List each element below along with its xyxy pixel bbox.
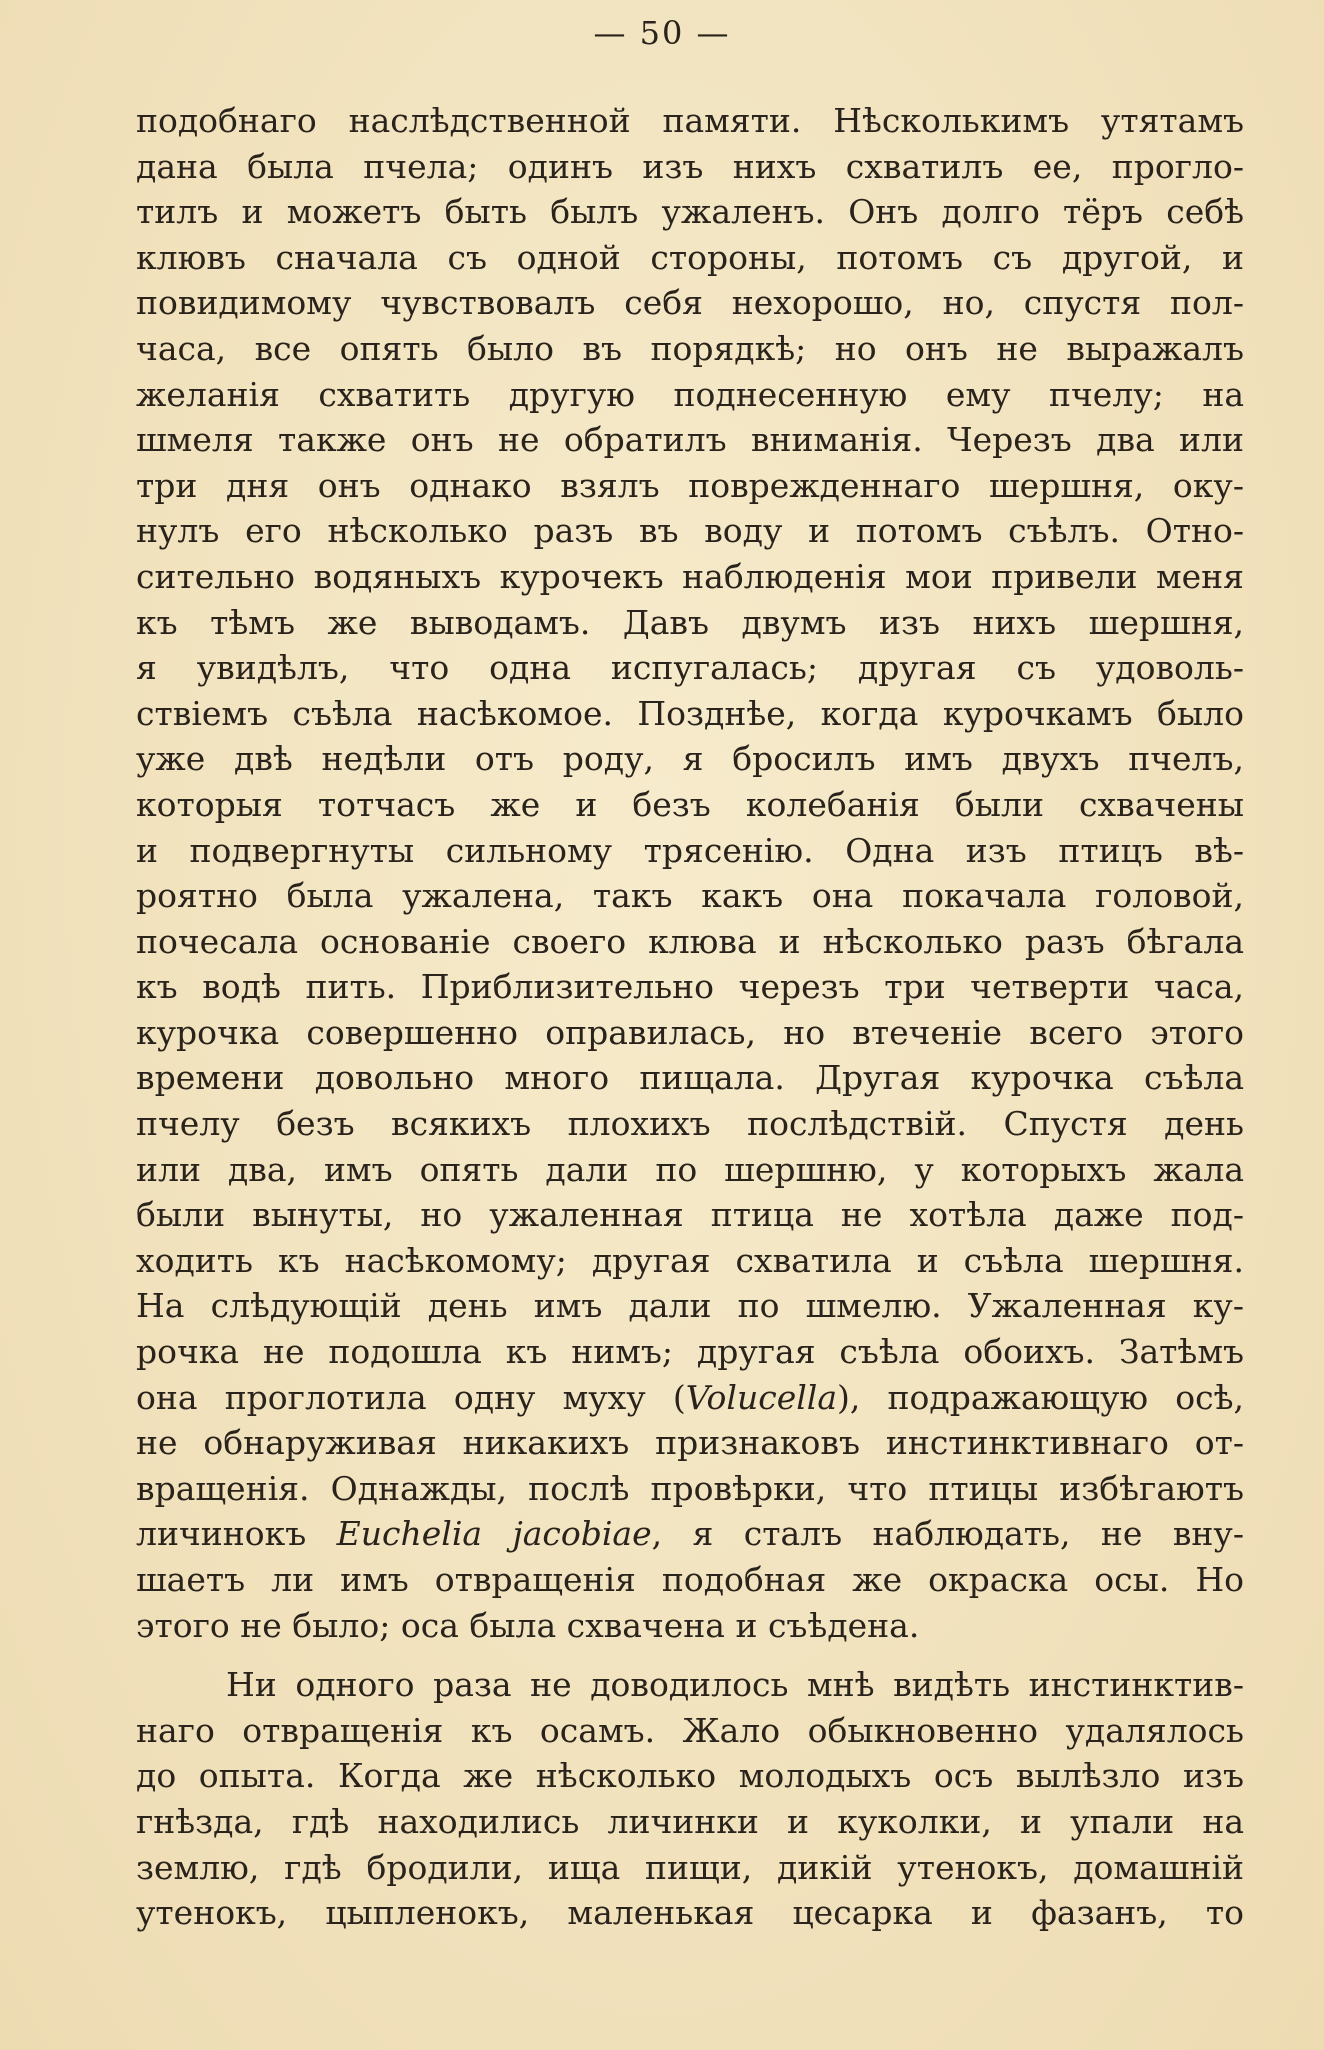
text-line: пчелу безъ всякихъ плохихъ послѣдствій. Спустя день — [136, 1104, 1244, 1144]
text-line: къ водѣ пить. Приблизительно черезъ три четверти часа, — [136, 967, 1244, 1007]
text-line: землю, гдѣ бродили, ища пищи, дикій утенокъ, домашній — [136, 1847, 1244, 1887]
body-text — [136, 98, 1244, 1936]
text-line: ходить къ насѣкомому; другая схватила и съѣла шершня. — [136, 1240, 1244, 1280]
text-line: почесала основаніе своего клюва и нѣсколько разъ бѣгала — [136, 921, 1244, 961]
text-segment: она проглотила одну муху ( — [136, 1377, 686, 1417]
text-segment: личинокъ — [136, 1514, 337, 1554]
paragraph-gap — [136, 1648, 1244, 1662]
paragraph-1 — [136, 98, 1244, 1648]
text-segment: , я сталъ наблюдать, не вну- — [651, 1514, 1244, 1554]
text-line: тилъ и можетъ быть былъ ужаленъ. Онъ долго тёръ себѣ — [136, 192, 1244, 232]
text-line: сительно водяныхъ курочекъ наблюденія мои привели меня — [136, 556, 1244, 596]
text-line: рочка не подошла къ нимъ; другая съѣла обоихъ. Затѣмъ — [136, 1332, 1244, 1372]
text-line: до опыта. Когда же нѣсколько молодыхъ осъ вылѣзло изъ — [136, 1756, 1244, 1796]
text-line: наго отвращенія къ осамъ. Жало обыкновенно удалялось — [136, 1710, 1244, 1750]
species-name-volucella: Volucella — [685, 1377, 838, 1417]
text-line: нулъ его нѣсколько разъ въ воду и потомъ съѣлъ. Отно- — [136, 511, 1244, 551]
text-line: курочка совершенно оправилась, но втеченіе всего этого — [136, 1012, 1244, 1052]
text-line: три дня онъ однако взялъ поврежденнаго шершня, оку- — [136, 465, 1244, 505]
paragraph-2 — [136, 1662, 1244, 1936]
text-line: утенокъ, цыпленокъ, маленькая цесарка и фазанъ, то — [136, 1893, 1244, 1933]
text-line: гнѣзда, гдѣ находились личинки и куколки, и упали на — [136, 1801, 1244, 1841]
page-number: — 50 — — [593, 14, 731, 52]
text-line: были вынуты, но ужаленная птица не хотѣла даже под- — [136, 1195, 1244, 1235]
text-line: я увидѣлъ, что одна испугалась; другая съ удоволь- — [136, 648, 1244, 688]
text-line: подобнаго наслѣдственной памяти. Нѣсколькимъ утятамъ — [136, 101, 1244, 140]
text-line: часа, все опять было въ порядкѣ; но онъ не выражалъ — [136, 328, 1244, 368]
text-line: повидимому чувствовалъ себя нехорошо, но, спустя пол- — [136, 283, 1244, 323]
text-line: или два, имъ опять дали по шершню, у которыхъ жала — [136, 1149, 1244, 1189]
text-line: клювъ сначала съ одной стороны, потомъ съ другой, и — [136, 237, 1244, 277]
text-line: На слѣдующій день имъ дали по шмелю. Ужаленная ку- — [136, 1286, 1244, 1326]
text-line: этого не было; оса была схвачена и съѣдена. — [136, 1605, 920, 1645]
text-line: роятно была ужалена, такъ какъ она покачала головой, — [136, 876, 1244, 916]
text-line: не обнаруживая никакихъ признаковъ инстинктивнаго от- — [136, 1423, 1244, 1463]
text-line: Ни одного раза не доводилось мнѣ видѣть инстинктив- — [226, 1665, 1244, 1705]
text-line: дана была пчела; одинъ изъ нихъ схватилъ ее, прогло- — [136, 146, 1244, 186]
text-line: которыя тотчасъ же и безъ колебанія были схвачены — [136, 784, 1244, 824]
text-line — [136, 1511, 1244, 1557]
text-line: шаетъ ли имъ отвращенія подобная же окраска осы. Но — [136, 1560, 1244, 1599]
text-segment: ), подражающую осѣ, — [837, 1377, 1244, 1417]
species-name-euchelia: Euchelia jacobiae — [336, 1514, 652, 1554]
text-line — [136, 1375, 1244, 1421]
text-line: уже двѣ недѣли отъ роду, я бросилъ имъ двухъ пчелъ, — [136, 739, 1244, 779]
text-line: ствіемъ съѣла насѣкомое. Позднѣе, когда курочкамъ было — [136, 693, 1244, 733]
text-line: шмеля также онъ не обратилъ вниманія. Черезъ два или — [136, 420, 1244, 460]
text-line: времени довольно много пищала. Другая курочка съѣла — [136, 1058, 1244, 1098]
text-line: желанія схватить другую поднесенную ему пчелу; на — [136, 374, 1244, 414]
text-line: вращенія. Однажды, послѣ провѣрки, что птицы избѣгаютъ — [136, 1468, 1244, 1508]
text-line: и подвергнуты сильному трясенію. Одна изъ птицъ вѣ- — [136, 830, 1244, 870]
text-line: къ тѣмъ же выводамъ. Давъ двумъ изъ нихъ шершня, — [136, 602, 1244, 642]
